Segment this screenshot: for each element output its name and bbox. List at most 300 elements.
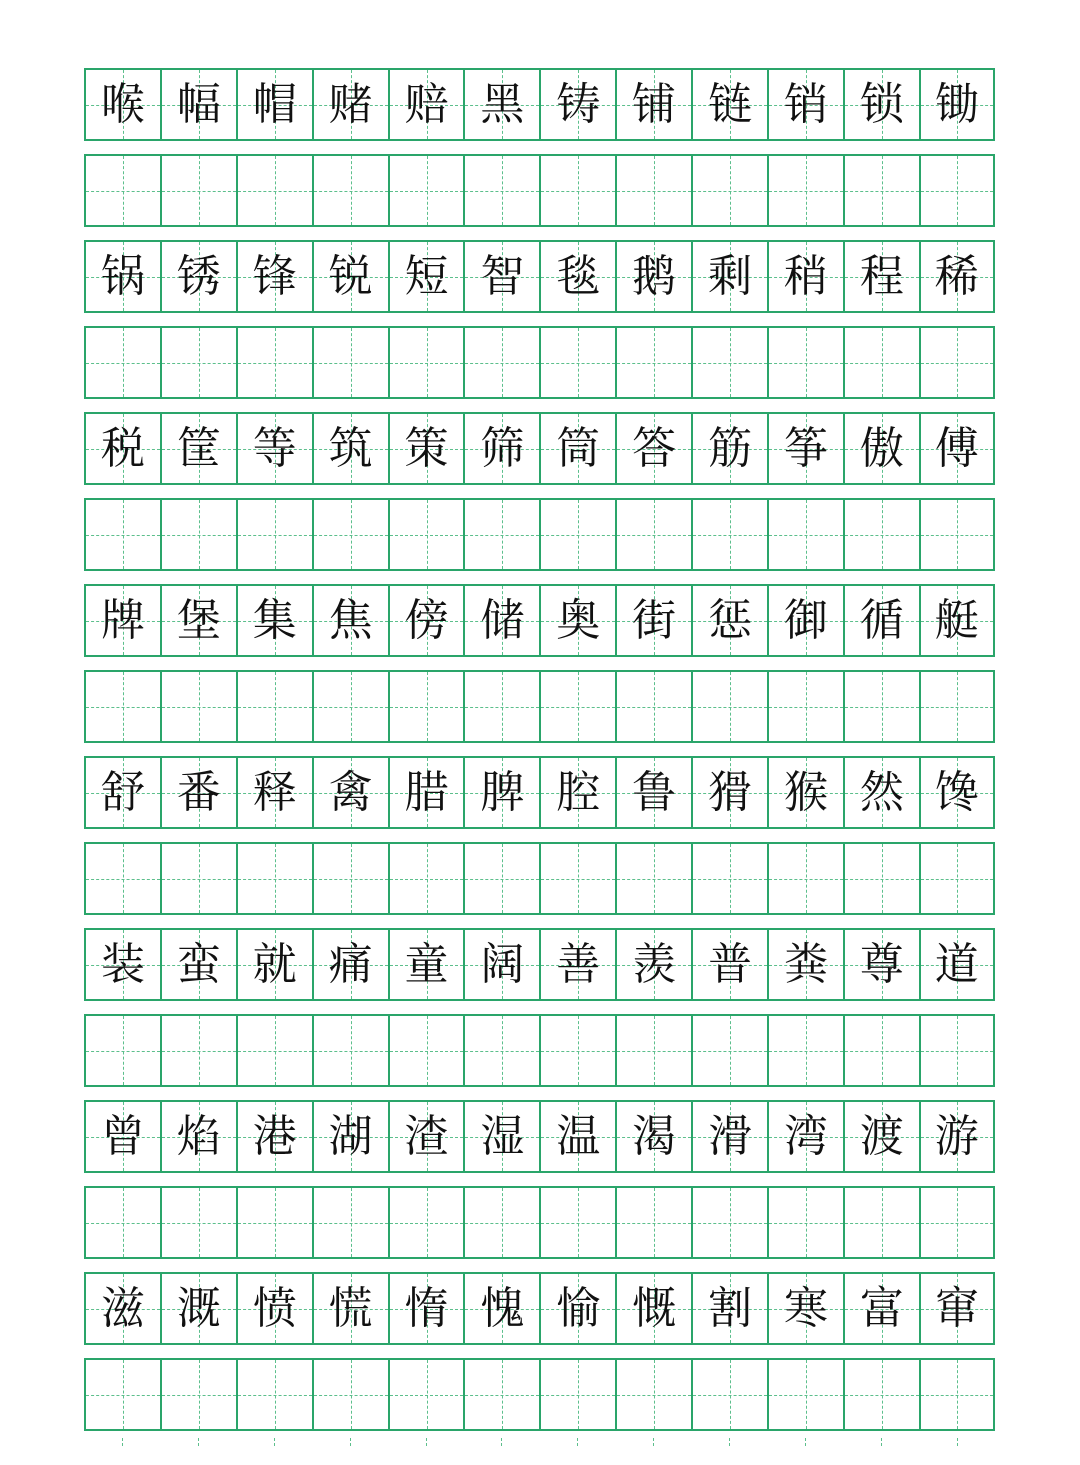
character-glyph: 筐 <box>176 422 221 474</box>
character-cell <box>388 1102 464 1171</box>
blank-practice-cell <box>236 1016 312 1085</box>
character-glyph: 然 <box>859 766 904 818</box>
blank-practice-cell <box>388 328 464 397</box>
blank-practice-cell <box>691 672 767 741</box>
character-cell <box>312 414 388 483</box>
character-glyph: 储 <box>480 594 525 646</box>
character-cell <box>388 758 464 827</box>
character-glyph: 猴 <box>783 766 828 818</box>
character-glyph: 艇 <box>934 594 979 646</box>
character-glyph: 滑 <box>708 1110 753 1162</box>
character-row <box>84 68 995 141</box>
character-glyph: 稍 <box>783 250 828 302</box>
character-cell <box>691 242 767 311</box>
character-cell <box>843 414 919 483</box>
character-cell <box>160 242 236 311</box>
character-cell <box>312 758 388 827</box>
practice-row <box>84 326 995 399</box>
character-cell <box>236 1274 312 1343</box>
blank-practice-cell <box>539 1188 615 1257</box>
character-glyph: 禽 <box>328 766 373 818</box>
blank-practice-cell <box>539 1016 615 1085</box>
blank-practice-cell <box>615 1016 691 1085</box>
character-cell <box>919 70 995 139</box>
character-glyph: 道 <box>934 938 979 990</box>
blank-practice-cell <box>539 156 615 225</box>
blank-practice-cell <box>615 156 691 225</box>
character-cell <box>388 70 464 139</box>
character-glyph: 脾 <box>480 766 525 818</box>
character-cell <box>843 586 919 655</box>
blank-practice-cell <box>236 1360 312 1429</box>
blank-practice-cell <box>767 672 843 741</box>
character-glyph: 愧 <box>480 1282 525 1334</box>
character-row <box>84 1100 995 1173</box>
character-cell <box>539 1274 615 1343</box>
character-row <box>84 928 995 1001</box>
character-cell <box>843 1274 919 1343</box>
character-cell <box>388 586 464 655</box>
character-row <box>84 240 995 313</box>
character-glyph: 释 <box>252 766 297 818</box>
character-glyph: 筋 <box>708 422 753 474</box>
blank-practice-cell <box>463 500 539 569</box>
character-glyph: 羡 <box>632 938 677 990</box>
character-glyph: 答 <box>632 422 677 474</box>
blank-practice-cell <box>236 156 312 225</box>
character-cell <box>539 242 615 311</box>
character-glyph: 馋 <box>934 766 979 818</box>
character-cell <box>312 930 388 999</box>
character-glyph: 愉 <box>556 1282 601 1334</box>
character-glyph: 智 <box>480 250 525 302</box>
character-cell <box>843 758 919 827</box>
blank-practice-cell <box>312 1188 388 1257</box>
character-glyph: 堡 <box>176 594 221 646</box>
character-cell <box>236 1102 312 1171</box>
blank-practice-cell <box>312 328 388 397</box>
practice-row <box>84 154 995 227</box>
character-glyph: 稀 <box>934 250 979 302</box>
blank-practice-cell <box>843 672 919 741</box>
character-cell <box>843 930 919 999</box>
character-glyph: 赌 <box>328 78 373 130</box>
character-cell <box>615 70 691 139</box>
blank-practice-cell <box>767 844 843 913</box>
blank-practice-cell <box>463 1360 539 1429</box>
character-glyph: 焰 <box>176 1110 221 1162</box>
character-cell <box>919 1274 995 1343</box>
blank-practice-cell <box>388 844 464 913</box>
blank-practice-cell <box>539 844 615 913</box>
blank-practice-cell <box>691 844 767 913</box>
character-cell <box>160 1102 236 1171</box>
character-glyph: 温 <box>556 1110 601 1162</box>
character-row <box>84 1272 995 1345</box>
guide-tick <box>767 1438 843 1448</box>
character-glyph: 湖 <box>328 1110 373 1162</box>
character-cell <box>843 70 919 139</box>
character-cell <box>767 414 843 483</box>
character-cell <box>84 758 160 827</box>
character-cell <box>691 1274 767 1343</box>
blank-practice-cell <box>84 1016 160 1085</box>
blank-practice-cell <box>463 328 539 397</box>
character-cell <box>388 1274 464 1343</box>
character-cell <box>312 70 388 139</box>
blank-practice-cell <box>843 1360 919 1429</box>
blank-practice-cell <box>388 1188 464 1257</box>
character-glyph: 锁 <box>859 78 904 130</box>
character-glyph: 游 <box>934 1110 979 1162</box>
blank-practice-cell <box>919 672 995 741</box>
character-glyph: 筑 <box>328 422 373 474</box>
character-glyph: 剩 <box>708 250 753 302</box>
character-glyph: 毯 <box>556 250 601 302</box>
character-glyph: 渡 <box>859 1110 904 1162</box>
blank-practice-cell <box>312 1016 388 1085</box>
blank-practice-cell <box>312 1360 388 1429</box>
character-cell <box>236 70 312 139</box>
blank-practice-cell <box>691 1016 767 1085</box>
blank-practice-cell <box>160 844 236 913</box>
character-glyph: 销 <box>783 78 828 130</box>
character-cell <box>312 1274 388 1343</box>
character-glyph: 链 <box>708 78 753 130</box>
blank-practice-cell <box>160 500 236 569</box>
blank-practice-cell <box>767 1188 843 1257</box>
blank-practice-cell <box>919 1188 995 1257</box>
blank-practice-cell <box>463 156 539 225</box>
character-cell <box>84 70 160 139</box>
character-glyph: 循 <box>859 594 904 646</box>
practice-row <box>84 498 995 571</box>
character-glyph: 童 <box>404 938 449 990</box>
blank-practice-cell <box>539 500 615 569</box>
character-glyph: 焦 <box>328 594 373 646</box>
character-glyph: 策 <box>404 422 449 474</box>
character-cell <box>84 414 160 483</box>
character-cell <box>84 1274 160 1343</box>
character-glyph: 寒 <box>783 1282 828 1334</box>
guide-tick <box>388 1438 464 1448</box>
guide-tick <box>539 1438 615 1448</box>
character-cell <box>767 70 843 139</box>
blank-practice-cell <box>312 500 388 569</box>
character-glyph: 窜 <box>934 1282 979 1334</box>
character-cell <box>160 586 236 655</box>
blank-practice-cell <box>160 156 236 225</box>
blank-practice-cell <box>843 844 919 913</box>
blank-practice-cell <box>84 844 160 913</box>
blank-practice-cell <box>919 1016 995 1085</box>
blank-practice-cell <box>312 672 388 741</box>
blank-practice-cell <box>160 1016 236 1085</box>
character-glyph: 痛 <box>328 938 373 990</box>
blank-practice-cell <box>843 500 919 569</box>
character-glyph: 溉 <box>176 1282 221 1334</box>
character-glyph: 慨 <box>632 1282 677 1334</box>
character-cell <box>463 586 539 655</box>
blank-practice-cell <box>615 1360 691 1429</box>
guide-tick <box>919 1438 995 1448</box>
blank-practice-cell <box>388 156 464 225</box>
blank-practice-cell <box>84 1188 160 1257</box>
character-glyph: 喉 <box>100 78 145 130</box>
character-glyph: 幅 <box>176 78 221 130</box>
character-cell <box>691 586 767 655</box>
blank-practice-cell <box>919 844 995 913</box>
guide-tick <box>615 1438 691 1448</box>
character-glyph: 湾 <box>783 1110 828 1162</box>
blank-practice-cell <box>388 672 464 741</box>
blank-practice-cell <box>539 1360 615 1429</box>
character-cell <box>539 414 615 483</box>
character-glyph: 善 <box>556 938 601 990</box>
character-cell <box>388 242 464 311</box>
blank-practice-cell <box>463 1188 539 1257</box>
blank-practice-cell <box>843 1016 919 1085</box>
character-glyph: 税 <box>100 422 145 474</box>
guide-tick <box>463 1438 539 1448</box>
blank-practice-cell <box>539 328 615 397</box>
character-glyph: 傅 <box>934 422 979 474</box>
character-glyph: 装 <box>100 938 145 990</box>
blank-practice-cell <box>691 1188 767 1257</box>
character-cell <box>615 242 691 311</box>
character-glyph: 集 <box>252 594 297 646</box>
character-glyph: 锈 <box>176 250 221 302</box>
blank-practice-cell <box>236 328 312 397</box>
blank-practice-cell <box>388 1360 464 1429</box>
character-glyph: 腔 <box>556 766 601 818</box>
character-cell <box>463 414 539 483</box>
blank-practice-cell <box>160 328 236 397</box>
guide-tick <box>84 1438 160 1448</box>
character-glyph: 短 <box>404 250 449 302</box>
blank-practice-cell <box>84 156 160 225</box>
character-cell <box>919 414 995 483</box>
character-glyph: 猾 <box>708 766 753 818</box>
character-cell <box>160 70 236 139</box>
character-glyph: 锐 <box>328 250 373 302</box>
character-glyph: 慌 <box>328 1282 373 1334</box>
character-glyph: 帽 <box>252 78 297 130</box>
character-cell <box>388 414 464 483</box>
character-cell <box>84 586 160 655</box>
blank-practice-cell <box>236 672 312 741</box>
practice-row <box>84 1014 995 1087</box>
character-glyph: 渴 <box>632 1110 677 1162</box>
character-cell <box>539 930 615 999</box>
practice-row <box>84 1358 995 1431</box>
blank-practice-cell <box>160 672 236 741</box>
character-glyph: 蛮 <box>176 938 221 990</box>
character-cell <box>767 930 843 999</box>
blank-practice-cell <box>767 1360 843 1429</box>
blank-practice-cell <box>463 844 539 913</box>
practice-row <box>84 842 995 915</box>
character-glyph: 鹅 <box>632 250 677 302</box>
character-glyph: 粪 <box>783 938 828 990</box>
blank-practice-cell <box>539 672 615 741</box>
character-cell <box>312 586 388 655</box>
character-cell <box>160 930 236 999</box>
character-cell <box>160 414 236 483</box>
character-glyph: 赔 <box>404 78 449 130</box>
character-cell <box>236 930 312 999</box>
character-cell <box>463 242 539 311</box>
practice-row <box>84 670 995 743</box>
character-cell <box>919 586 995 655</box>
blank-practice-cell <box>463 672 539 741</box>
character-glyph: 锋 <box>252 250 297 302</box>
blank-practice-cell <box>160 1188 236 1257</box>
character-cell <box>236 586 312 655</box>
blank-practice-cell <box>236 1188 312 1257</box>
character-glyph: 傍 <box>404 594 449 646</box>
character-cell <box>160 1274 236 1343</box>
character-cell <box>691 758 767 827</box>
guide-tick <box>312 1438 388 1448</box>
character-cell <box>463 70 539 139</box>
character-glyph: 筛 <box>480 422 525 474</box>
character-row <box>84 584 995 657</box>
character-cell <box>843 1102 919 1171</box>
character-glyph: 牌 <box>100 594 145 646</box>
character-glyph: 惩 <box>708 594 753 646</box>
character-cell <box>84 242 160 311</box>
character-glyph: 湿 <box>480 1110 525 1162</box>
character-cell <box>919 758 995 827</box>
character-glyph: 港 <box>252 1110 297 1162</box>
character-cell <box>463 1274 539 1343</box>
character-glyph: 铺 <box>632 78 677 130</box>
character-cell <box>767 1102 843 1171</box>
character-glyph: 割 <box>708 1282 753 1334</box>
blank-practice-cell <box>615 500 691 569</box>
blank-practice-cell <box>236 844 312 913</box>
character-cell <box>843 242 919 311</box>
blank-practice-cell <box>691 328 767 397</box>
character-glyph: 愤 <box>252 1282 297 1334</box>
character-cell <box>691 414 767 483</box>
character-glyph: 奥 <box>556 594 601 646</box>
blank-practice-cell <box>843 328 919 397</box>
blank-practice-cell <box>691 1360 767 1429</box>
blank-practice-cell <box>691 156 767 225</box>
blank-practice-cell <box>84 328 160 397</box>
blank-practice-cell <box>691 500 767 569</box>
character-glyph: 番 <box>176 766 221 818</box>
blank-practice-cell <box>615 844 691 913</box>
character-glyph: 腊 <box>404 766 449 818</box>
character-cell <box>919 930 995 999</box>
bottom-guide-ticks <box>84 1438 995 1448</box>
character-cell <box>539 70 615 139</box>
character-cell <box>312 1102 388 1171</box>
character-cell <box>691 1102 767 1171</box>
blank-practice-cell <box>843 156 919 225</box>
blank-practice-cell <box>160 1360 236 1429</box>
character-cell <box>767 242 843 311</box>
blank-practice-cell <box>843 1188 919 1257</box>
character-cell <box>615 930 691 999</box>
character-glyph: 黑 <box>480 78 525 130</box>
blank-practice-cell <box>919 328 995 397</box>
character-cell <box>767 586 843 655</box>
character-cell <box>767 758 843 827</box>
blank-practice-cell <box>388 500 464 569</box>
character-cell <box>84 930 160 999</box>
guide-tick <box>843 1438 919 1448</box>
character-cell <box>160 758 236 827</box>
character-cell <box>691 70 767 139</box>
character-glyph: 铸 <box>556 78 601 130</box>
character-glyph: 普 <box>708 938 753 990</box>
character-cell <box>767 1274 843 1343</box>
character-cell <box>919 242 995 311</box>
character-cell <box>615 586 691 655</box>
guide-tick <box>691 1438 767 1448</box>
blank-practice-cell <box>767 500 843 569</box>
practice-row <box>84 1186 995 1259</box>
blank-practice-cell <box>236 500 312 569</box>
character-glyph: 阔 <box>480 938 525 990</box>
character-cell <box>615 1102 691 1171</box>
blank-practice-cell <box>312 156 388 225</box>
character-cell <box>539 758 615 827</box>
character-glyph: 尊 <box>859 938 904 990</box>
character-glyph: 锄 <box>934 78 979 130</box>
character-glyph: 程 <box>859 250 904 302</box>
character-cell <box>236 758 312 827</box>
character-cell <box>312 242 388 311</box>
blank-practice-cell <box>767 156 843 225</box>
guide-tick <box>236 1438 312 1448</box>
character-glyph: 御 <box>783 594 828 646</box>
character-cell <box>388 930 464 999</box>
character-row <box>84 756 995 829</box>
character-glyph: 街 <box>632 594 677 646</box>
blank-practice-cell <box>615 328 691 397</box>
blank-practice-cell <box>615 672 691 741</box>
guide-tick <box>160 1438 236 1448</box>
character-glyph: 等 <box>252 422 297 474</box>
character-cell <box>84 1102 160 1171</box>
blank-practice-cell <box>312 844 388 913</box>
blank-practice-cell <box>84 1360 160 1429</box>
character-cell <box>615 414 691 483</box>
character-glyph: 富 <box>859 1282 904 1334</box>
character-cell <box>463 930 539 999</box>
blank-practice-cell <box>919 156 995 225</box>
character-glyph: 筒 <box>556 422 601 474</box>
character-glyph: 滋 <box>100 1282 145 1334</box>
blank-practice-cell <box>615 1188 691 1257</box>
character-cell <box>539 586 615 655</box>
character-glyph: 就 <box>252 938 297 990</box>
blank-practice-cell <box>919 500 995 569</box>
character-glyph: 舒 <box>100 766 145 818</box>
character-cell <box>463 758 539 827</box>
character-cell <box>539 1102 615 1171</box>
blank-practice-cell <box>767 328 843 397</box>
blank-practice-cell <box>463 1016 539 1085</box>
character-cell <box>236 242 312 311</box>
character-glyph: 曾 <box>100 1110 145 1162</box>
character-cell <box>919 1102 995 1171</box>
